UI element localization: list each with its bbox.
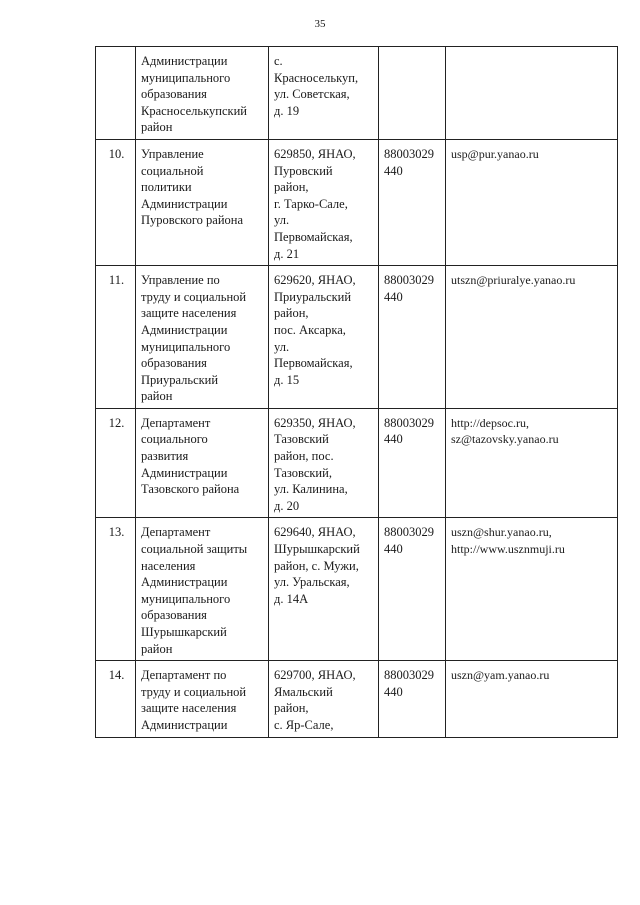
address-line: ул. Уральская,	[274, 575, 350, 590]
name-line: труду и социальной	[141, 289, 247, 304]
address-line: Ямальский	[274, 684, 333, 699]
name-line: защите населения	[141, 701, 237, 716]
address-line: Первомайская,	[274, 229, 353, 244]
name-line: муниципального	[141, 339, 231, 354]
address-cell	[269, 661, 379, 737]
name-line: политики	[141, 180, 192, 195]
address-line: 629700, ЯНАО,	[274, 668, 356, 683]
name-line: муниципального	[141, 70, 231, 85]
contact-cell	[446, 47, 618, 140]
name-line: Администрации	[141, 322, 228, 337]
table-row	[96, 661, 618, 737]
address-line: д. 20	[274, 498, 300, 513]
table-row	[96, 518, 618, 661]
name-line: муниципального	[141, 591, 231, 606]
address-cell	[269, 408, 379, 518]
name-line: Красноселькупский	[141, 103, 247, 118]
name-line: Приуральский	[141, 372, 219, 387]
name-line: населения	[141, 558, 196, 573]
name-line: Тазовского района	[141, 482, 240, 497]
organization-name-cell	[136, 408, 269, 518]
address-line: ул.	[274, 339, 290, 354]
phone-cell	[379, 518, 446, 661]
address-line: пос. Аксарка,	[274, 322, 346, 337]
phone-line: 440	[384, 684, 403, 699]
name-line: Департамент по	[141, 668, 227, 683]
address-cell	[269, 47, 379, 140]
address-line: 629350, ЯНАО,	[274, 415, 356, 430]
name-line: Департамент	[141, 415, 211, 430]
table-row	[96, 139, 618, 265]
name-line: район	[141, 641, 173, 656]
address-line: с.	[274, 54, 283, 68]
row-number-cell	[96, 661, 136, 737]
name-line: Управление по	[141, 273, 220, 288]
organization-name-cell	[136, 661, 269, 737]
email-text: sz@tazovsky.yanao.ru	[451, 432, 559, 447]
address-line: 629640, ЯНАО,	[274, 525, 356, 540]
email-text: usp@pur.yanao.ru	[451, 146, 539, 161]
contact-cell	[446, 266, 618, 409]
address-line: 629620, ЯНАО,	[274, 273, 356, 288]
name-line: Администрации	[141, 54, 228, 68]
address-line: д. 15	[274, 372, 300, 387]
phone-cell	[379, 661, 446, 737]
row-number: 12.	[108, 415, 125, 430]
row-number-cell	[96, 47, 136, 140]
contact-cell	[446, 139, 618, 265]
address-line: с. Яр-Сале,	[274, 717, 334, 732]
name-line: социального	[141, 432, 208, 447]
row-number: 11.	[108, 273, 125, 288]
phone-line: 88003029	[384, 668, 434, 683]
address-line: г. Тарко-Сале,	[274, 196, 348, 211]
name-line: Администрации	[141, 196, 228, 211]
address-line: район, с. Мужи,	[274, 558, 359, 573]
phone-line: 440	[384, 289, 403, 304]
name-line: образования	[141, 608, 207, 623]
address-line: ул.	[274, 213, 290, 228]
phone-cell	[379, 266, 446, 409]
row-number-cell	[96, 139, 136, 265]
organization-name-cell	[136, 139, 269, 265]
website-text: http://depsoc.ru,	[451, 415, 529, 430]
name-line: труду и социальной	[141, 684, 247, 699]
address-line: Первомайская,	[274, 356, 353, 371]
name-line: Департамент	[141, 525, 211, 540]
address-line: д. 21	[274, 246, 300, 261]
table-body	[96, 47, 618, 738]
address-line: район, пос.	[274, 449, 334, 464]
address-line: Приуральский	[274, 289, 352, 304]
row-number-cell	[96, 266, 136, 409]
name-line: Администрации	[141, 717, 228, 732]
email-text: uszn@yam.yanao.ru	[451, 668, 550, 683]
address-line: д. 14А	[274, 591, 309, 606]
page-number: 35	[314, 18, 326, 30]
address-line: ул. Калинина,	[274, 482, 348, 497]
address-line: район,	[274, 180, 309, 195]
phone-line: 440	[384, 432, 403, 447]
phone-line: 440	[384, 542, 403, 557]
name-line: Пуровского района	[141, 213, 244, 228]
phone-line: 88003029	[384, 415, 434, 430]
contact-cell	[446, 408, 618, 518]
phone-line: 88003029	[384, 525, 434, 540]
row-number: 10.	[108, 146, 125, 161]
address-line: район,	[274, 701, 309, 716]
address-line: Тазовский,	[274, 465, 332, 480]
contact-cell	[446, 661, 618, 737]
address-line: Шурышкарский	[274, 542, 360, 557]
name-line: защите населения	[141, 306, 237, 321]
row-number: 13.	[108, 525, 125, 540]
address-line: Тазовский	[274, 432, 329, 447]
organization-name-cell	[136, 518, 269, 661]
name-line: социальной	[141, 163, 204, 178]
table-row	[96, 408, 618, 518]
phone-line: 440	[384, 163, 403, 178]
table-row	[96, 266, 618, 409]
name-line: район	[141, 120, 173, 135]
email-text: uszn@shur.yanao.ru,	[451, 525, 552, 540]
address-line: район,	[274, 306, 309, 321]
address-line: д. 19	[274, 103, 300, 118]
address-cell	[269, 266, 379, 409]
phone-cell	[379, 47, 446, 140]
phone-cell	[379, 139, 446, 265]
address-cell	[269, 139, 379, 265]
address-cell	[269, 518, 379, 661]
phone-line: 88003029	[384, 273, 434, 288]
address-line: Пуровский	[274, 163, 333, 178]
email-text: utszn@priuralye.yanao.ru	[451, 273, 576, 288]
name-line: район	[141, 389, 173, 404]
name-line: Шурышкарский	[141, 625, 227, 639]
social-services-table	[95, 46, 618, 738]
address-line: 629850, ЯНАО,	[274, 146, 356, 161]
name-line: Администрации	[141, 575, 228, 590]
name-line: социальной защиты	[141, 542, 248, 557]
row-number-cell	[96, 518, 136, 661]
name-line: Управление	[141, 146, 204, 161]
website-text: http://www.usznmuji.ru	[451, 542, 565, 557]
name-line: образования	[141, 87, 207, 102]
address-line: Красноселькуп,	[274, 70, 359, 85]
phone-line: 88003029	[384, 146, 434, 161]
organization-name-cell	[136, 266, 269, 409]
name-line: образования	[141, 356, 207, 371]
row-number-cell	[96, 408, 136, 518]
name-line: развития	[141, 449, 189, 464]
contact-cell	[446, 518, 618, 661]
organization-name-cell	[136, 47, 269, 140]
phone-cell	[379, 408, 446, 518]
row-number: 14.	[108, 668, 125, 683]
address-line: ул. Советская,	[274, 87, 350, 102]
name-line: Администрации	[141, 465, 228, 480]
table-row	[96, 47, 618, 140]
